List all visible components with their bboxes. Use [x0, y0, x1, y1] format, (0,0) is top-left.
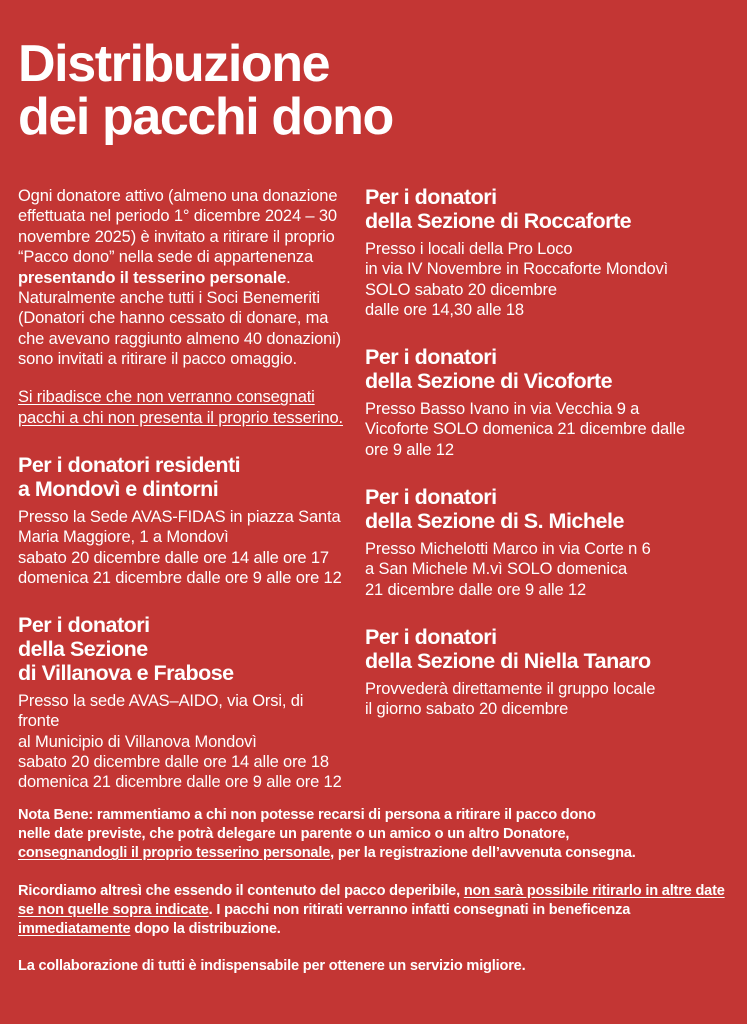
left-column	[18, 186, 348, 793]
body-line: a San Michele M.vì SOLO domenica	[365, 560, 628, 579]
footer-underlined-tesserino: consegnandogli il proprio tesserino personale	[18, 845, 331, 862]
section-roccaforte-heading	[365, 186, 713, 234]
body-line: Presso Basso Ivano in via Vecchia 9 a	[365, 400, 640, 418]
section-s-michele	[365, 486, 713, 600]
intro-bold-phrase: presentando il tesserino personale	[18, 268, 287, 287]
heading-line: Per i donatori residenti	[18, 453, 241, 478]
section-mondovi	[18, 454, 348, 588]
footer-ricordiamo-part-2: . I pacchi non ritirati verranno infatti consegnati in beneficenza	[208, 901, 631, 918]
body-line: domenica 21 dicembre dalle ore 9 alle ore 12	[18, 569, 342, 588]
content-columns	[18, 186, 729, 793]
heading-line: Per i donatori	[365, 624, 497, 649]
heading-line: della Sezione di S. Michele	[365, 508, 624, 533]
page-title	[18, 0, 729, 147]
intro-underlined-notice	[18, 387, 348, 428]
footer-notes	[18, 806, 729, 976]
page-title-line-1: Distribuzione	[18, 35, 330, 93]
body-line: 21 dicembre dalle ore 9 alle 12	[365, 580, 586, 599]
body-line: Provvederà direttamente il gruppo locale	[365, 679, 656, 698]
section-villanova-frabose-body	[18, 691, 348, 793]
footer-ricordiamo	[18, 882, 729, 940]
body-line: domenica 21 dicembre dalle ore 9 alle ore 12	[18, 773, 342, 792]
body-line: il giorno sabato 20 dicembre	[365, 700, 569, 719]
footer-ricordiamo-part-1: Ricordiamo altresì che essendo il contenuto del pacco deperibile,	[18, 882, 464, 899]
intro-paragraph	[18, 186, 348, 369]
section-niella-tanaro	[365, 626, 713, 719]
body-line: Presso Michelotti Marco in via Corte n 6	[365, 539, 651, 558]
body-line: Maria Maggiore, 1 a Mondovì	[18, 528, 229, 547]
section-niella-tanaro-heading	[365, 626, 713, 674]
section-s-michele-body	[365, 539, 713, 600]
section-roccaforte	[365, 186, 713, 320]
footer-ricordiamo-part-3: dopo la distribuzione.	[130, 920, 281, 937]
section-vicoforte-body	[365, 399, 713, 460]
page-title-line-2: dei pacchi dono	[18, 88, 393, 147]
section-roccaforte-body	[365, 239, 713, 321]
footer-underlined-date-restriction: non sarà possibile ritirarlo in altre date se non quelle sopra indicate	[18, 882, 725, 918]
footer-nota-bene	[18, 806, 729, 864]
intro-part-2: . Naturalmente anche tutti i Soci Benemeriti (Donatori che hanno cessato di donare, ma che avevano raggiunto almeno 40 donazioni) sono invitati a ritirare il pacco omaggio.	[18, 268, 342, 369]
body-line: al Municipio di Villanova Mondovì	[18, 732, 257, 751]
body-line: sabato 20 dicembre dalle ore 14 alle ore 17	[18, 548, 329, 567]
section-s-michele-heading	[365, 486, 713, 534]
body-line: SOLO sabato 20 dicembre	[365, 280, 557, 299]
section-vicoforte-heading	[365, 346, 713, 394]
heading-line: della Sezione di Vicoforte	[365, 369, 613, 394]
body-line: ore 9 alle 12	[365, 440, 454, 459]
footer-line-rest: , per la registrazione dell’avvenuta consegna.	[330, 845, 636, 862]
footer-closing: La collaborazione di tutti è indispensabile per ottenere un servizio migliore.	[18, 958, 526, 975]
heading-line: di Villanova e Frabose	[18, 661, 234, 686]
heading-line: a Mondovì e dintorni	[18, 477, 219, 502]
section-niella-tanaro-body	[365, 679, 713, 720]
section-vicoforte	[365, 346, 713, 460]
footer-line	[18, 844, 729, 863]
heading-line: Per i donatori	[365, 485, 497, 510]
body-line: Presso la Sede AVAS-FIDAS in piazza Santa	[18, 507, 341, 526]
intro-underlined-text: Si ribadisce che non verranno consegnati pacchi a chi non presenta il proprio tesserino.	[18, 388, 343, 427]
section-mondovi-body	[18, 507, 348, 589]
footer-line: Nota Bene: rammentiamo a chi non potesse recarsi di persona a ritirare il pacco dono	[18, 807, 596, 823]
right-column	[365, 186, 713, 793]
footer-underlined-immediatamente: immediatamente	[18, 920, 131, 937]
section-mondovi-heading	[18, 454, 348, 502]
body-line: in via IV Novembre in Roccaforte Mondovì	[365, 260, 669, 279]
heading-line: della Sezione	[18, 637, 148, 662]
body-line: Presso la sede AVAS–AIDO, via Orsi, di fronte	[18, 691, 304, 731]
heading-line: Per i donatori	[365, 185, 497, 210]
body-line: Vicoforte SOLO domenica 21 dicembre dalle	[365, 420, 686, 439]
heading-line: Per i donatori	[18, 613, 150, 638]
body-line: sabato 20 dicembre dalle ore 14 alle ore 18	[18, 753, 329, 772]
footer-line: nelle date previste, che potrà delegare un parente o un amico o un altro Donatore,	[18, 826, 570, 843]
section-villanova-frabose-heading	[18, 614, 348, 686]
heading-line: Per i donatori	[365, 345, 497, 370]
body-line: dalle ore 14,30 alle 18	[365, 300, 524, 319]
intro-part-1: Ogni donatore attivo (almeno una donazione effettuata nel periodo 1° dicembre 2024 – 30 novembre 2025) è invitato a ritirare il proprio “Pacco dono” nella sede di appartenenza	[18, 187, 338, 267]
section-villanova-frabose	[18, 614, 348, 792]
body-line: Presso i locali della Pro Loco	[365, 239, 573, 258]
heading-line: della Sezione di Roccaforte	[365, 208, 632, 233]
heading-line: della Sezione di Niella Tanaro	[365, 648, 651, 673]
